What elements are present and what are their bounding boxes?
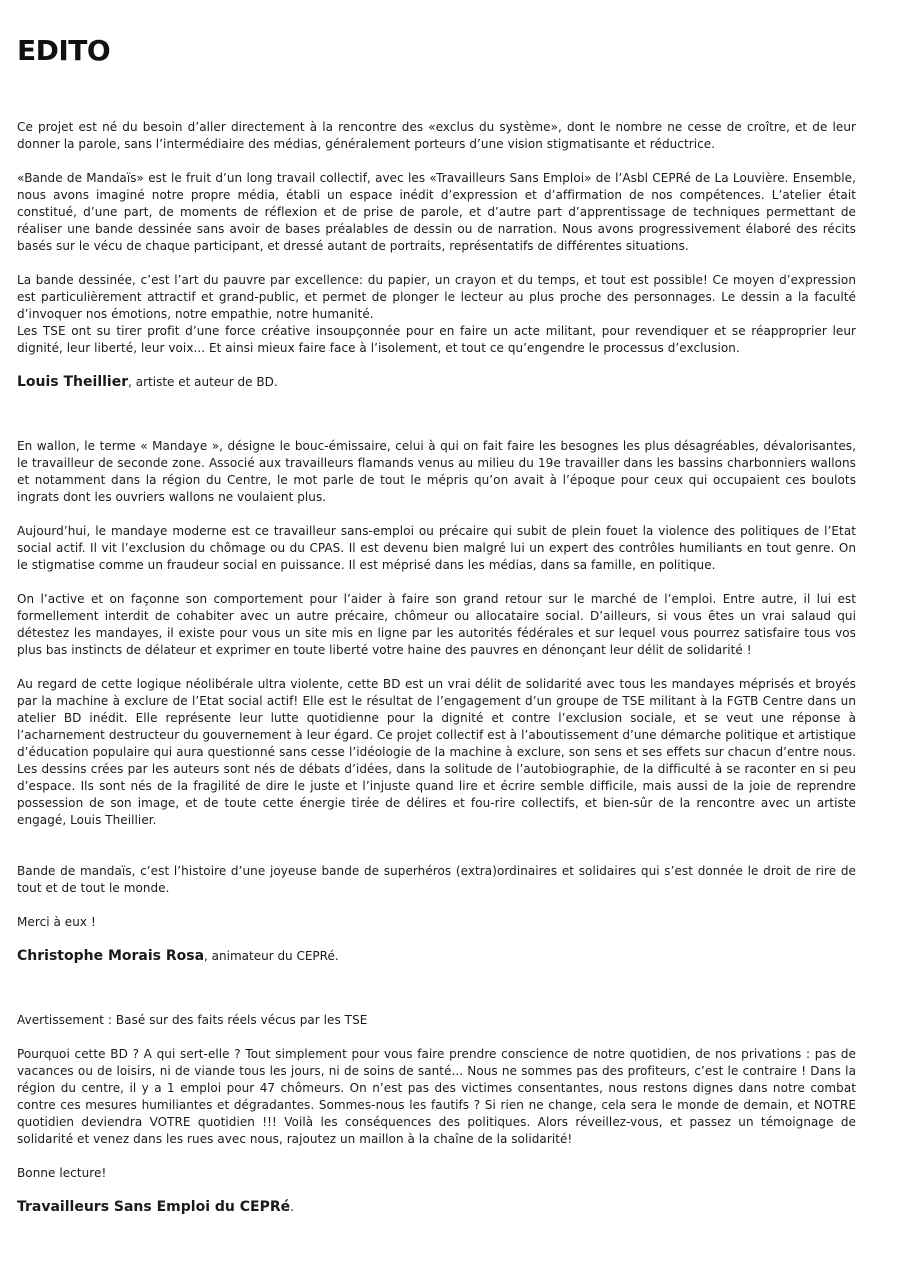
paragraph: En wallon, le terme « Mandaye », désigne le bouc-émissaire, celui à qui on fait faire les besognes les plus désagréables, dévalorisantes, le travailleur de seconde zone. Associé aux travailleurs flamands venus au milieu du 19e travailler dans les bassins charbonniers wallons et notamment dans la région du Centre, le mot parle de tout le mépris qu’on avait à l’époque pour ceux qui occupaient ces boulots ingrats dont les ouvriers wallons ne voulaient plus. [17, 439, 856, 504]
signature-louis-theillier [17, 374, 856, 391]
document-body [17, 119, 856, 1216]
signature-role: . [290, 1200, 294, 1214]
paragraph: Pourquoi cette BD ? A qui sert-elle ? Tout simplement pour vous faire prendre conscience de notre quotidien, de nos privations : pas de vacances ou de loisirs, ni de viande tous les jours, ni de soins de santé... Nous ne sommes pas des profiteurs, c’est le contraire ! Dans la région du centre, il y a 1 emploi pour 47 chômeurs. On n’est pas des victimes consentantes, nous restons dignes dans notre combat contre ces mesures humiliantes et dégradantes. Sommes-nous les fautifs ? Si rien ne change, cela sera le monde de demain, et NOTRE quotidien deviendra VOTRE quotidien !!! Voilà les conséquences des politiques. Alors réveillez-vous, et passez un témoignage de solidarité et venez dans les rues avec nous, rajoutez un maillon à la chaîne de la solidarité! [17, 1047, 856, 1146]
signature-christophe-morais-rosa [17, 948, 856, 965]
page-title: EDITO [17, 34, 111, 67]
paragraph: On l’active et on façonne son comportement pour l’aider à faire son grand retour sur le marché de l’emploi. Entre autre, il lui est formellement interdit de cohabiter avec un autre précaire, chômeur ou allocataire social. D’ailleurs, si vous êtes un vrai salaud qui détestez les mandayes, il existe pour vous un site mis en ligne par les autorités fédérales et sur lequel vous pourrez satisfaire tous vos plus bas instincts de délateur et exprimer en toute liberté votre haine des pauvres en dénonçant leur délit de solidarité ! [17, 592, 856, 657]
signature-name: Christophe Morais Rosa [17, 948, 205, 964]
paragraph: Ce projet est né du besoin d’aller directement à la rencontre des «exclus du système», dont le nombre ne cesse de croître, et de leur donner la parole, sans l’intermédiaire des médias, généralement porteurs d’une vision stigmatisante et réductrice. [17, 120, 856, 151]
signature-travailleurs-sans-emploi [17, 1199, 856, 1216]
signature-role: , animateur du CEPRé. [204, 949, 339, 963]
signature-role: , artiste et auteur de BD. [128, 375, 278, 389]
paragraph: Bande de mandaïs, c’est l’histoire d’une joyeuse bande de superhéros (extra)ordinaires et solidaires qui s’est donnée le droit de rire de tout et de tout le monde. [17, 864, 856, 895]
paragraph: Aujourd’hui, le mandaye moderne est ce travailleur sans-emploi ou précaire qui subit de plein fouet la violence des politiques de l’Etat social actif. Il vit l’exclusion du chômage ou du CPAS. Il est devenu bien malgré lui un expert des contrôles humiliants en tout genre. On le stigmatise comme un fraudeur social en puissance. Il est méprisé dans les médias, dans sa famille, en politique. [17, 524, 856, 572]
paragraph: Avertissement : Basé sur des faits réels vécus par les TSE [17, 1013, 368, 1027]
paragraph: Au regard de cette logique néolibérale ultra violente, cette BD est un vrai délit de solidarité avec tous les mandayes méprisés et broyés par la machine à exclure de l’Etat social actif! Elle est le résultat de l’engagement d’un groupe de TSE militant à la FGTB Centre dans un atelier BD inédit. Elle représente leur lutte quotidienne pour la dignité et contre l’exclusion sociale, et se veut une réponse à l’acharnement destructeur du gouvernement à leur égard. Ce projet collectif est à l’aboutissement d’une démarche politique et artistique d’éducation populaire qui aura questionné sans cesse l’idéologie de la machine à exclure, son sens et ses effets sur chacun d’entre nous. Les dessins crées par les auteurs sont nés de débats d’idées, dans la solitude de l’autobiographie, de la difficulté à se raconter en si peu d’espace. Ils sont nés de la fragilité de dire le juste et l’injuste quand lire et écrire semble difficile, mais aussi de la joie de reprendre possession de son image, et de toute cette énergie tirée de délires et fou-rire collectifs, et bien-sûr de la rencontre avec un artiste engagé, Louis Theillier. [17, 677, 856, 827]
paragraph: La bande dessinée, c’est l’art du pauvre par excellence: du papier, un crayon et du temps, et tout est possible! Ce moyen d’expression est particulièrement attractif et grand-public, et permet de plonger le lecteur au plus proche des personnages. Le dessin a la faculté d’invoquer nos émotions, notre empathie, notre humanité. [17, 273, 856, 321]
signature-name: Travailleurs Sans Emploi du CEPRé [17, 1199, 291, 1215]
paragraph: «Bande de Mandaïs» est le fruit d’un long travail collectif, avec les «Travailleurs Sans Emploi» de l’Asbl CEPRé de La Louvière. Ensemble, nous avons imaginé notre propre média, établi un espace inédit d’expression et d’affirmation de nos compétences. L’atelier était constitué, d’une part, de moments de réflexion et de prise de parole, et d’autre part d’apprentissage de techniques permettant de réaliser une bande dessinée sans avoir de bases préalables de dessin ou de narration. Nous avons progressivement élaboré des récits basés sur le vécu de chaque participant, et dressé autant de portraits, représentatifs de différentes situations. [17, 171, 856, 253]
paragraph: Merci à eux ! [17, 915, 96, 929]
paragraph: Les TSE ont su tirer profit d’une force créative insoupçonnée pour en faire un acte militant, pour revendiquer et se réapproprier leur dignité, leur liberté, leur voix... Et ainsi mieux faire face à l’isolement, et tout ce qu’engendre le processus d’exclusion. [17, 324, 856, 355]
paragraph: Bonne lecture! [17, 1166, 107, 1180]
signature-name: Louis Theillier [17, 374, 129, 390]
